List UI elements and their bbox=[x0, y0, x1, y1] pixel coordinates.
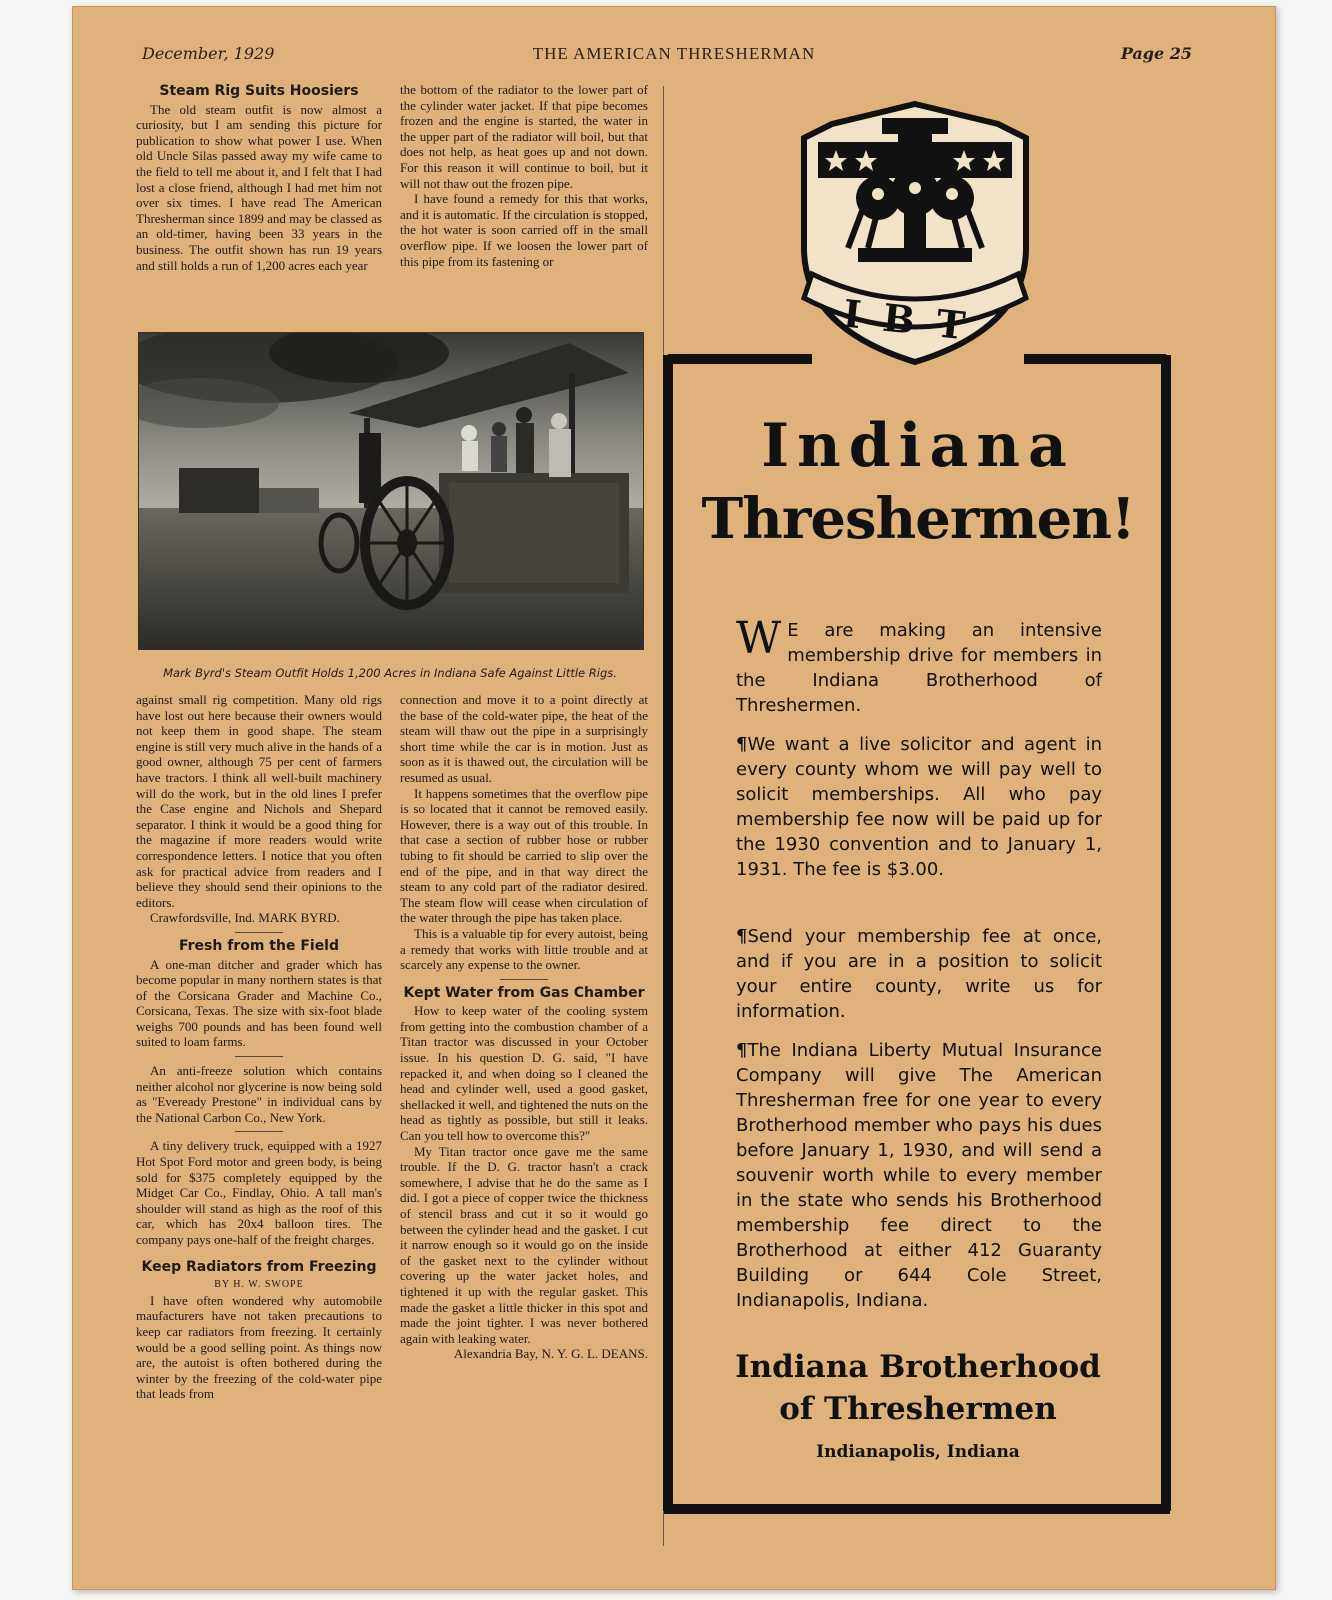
article-text: connection and move it to a point directly at the base of the cold-water pipe, the heat of the steam will thaw out the pipe in a surprisingly short time while the car is in motion. Just as soon as it is thawed out, the circulation will be resumed as usual. bbox=[400, 692, 648, 785]
ad-location: Indianapolis, Indiana bbox=[816, 1442, 1020, 1462]
ad-headline-indiana: Indiana bbox=[761, 411, 1075, 481]
article-column-1 bbox=[136, 82, 382, 273]
article-text: I have found a remedy for this that works, and it is automatic. If the circulation is stopped, the hot water is soon carried off in the small overflow pipe. If we loosen the lower part of this pipe from its fastening or bbox=[400, 191, 648, 269]
article-title-gas-chamber: Kept Water from Gas Chamber bbox=[403, 984, 645, 1001]
section-separator bbox=[500, 979, 548, 980]
ad-text: We want a live solicitor and agent in every county whom we will pay well to solicit memberships. All who pay membership fee now will be paid up for the 1930 convention and to January 1, 1931. The fee is $3.00. bbox=[736, 734, 1102, 880]
article-title-steam-rig: Steam Rig Suits Hoosiers bbox=[159, 83, 359, 99]
ad-paragraph-insurance bbox=[736, 1038, 1102, 1313]
ad-paragraph-send-fee bbox=[736, 924, 1102, 1024]
magazine-page bbox=[72, 6, 1276, 1590]
pilcrow-icon: ¶ bbox=[736, 1040, 748, 1061]
ad-headline-threshermen: Threshermen! bbox=[701, 486, 1135, 552]
page-number: Page 25 bbox=[1120, 44, 1192, 63]
article-text: I have often wondered why automobile maufacturers have not taken precautions to keep car radiators from freezing. It certainly would be a good selling point. As things now are, the autoist is often bothered during the winter by the freezing of the cold-water pipe that leads from bbox=[136, 1292, 382, 1402]
pilcrow-icon: ¶ bbox=[736, 926, 748, 947]
article-text: The old steam outfit is now almost a curiosity, but I am sending this picture for publication to show what power I use. When old Uncle Silas passed away my wife came to the field to tell me about it, and I felt that I had lost a close friend, although I had met him not over six times. I have read The American Thresherman since 1899 and may be classed as an old-timer, having been 33 years in the business. The outfit shown has run 19 years and still holds a run of 1,200 acres each year bbox=[136, 101, 382, 273]
ad-signature bbox=[668, 1346, 1168, 1430]
ad-paragraph-intro bbox=[736, 613, 1102, 718]
ad-signature-line: of Threshermen bbox=[779, 1391, 1057, 1427]
article-column-4 bbox=[400, 692, 648, 1362]
section-separator bbox=[235, 1131, 283, 1132]
ad-text: E are making an intensive membership drive for members in the Indiana Brotherhood of Threshermen. bbox=[736, 620, 1102, 716]
article-signature: Crawfordsville, Ind. MARK BYRD. bbox=[150, 910, 340, 926]
ad-signature-line: Indiana Brotherhood bbox=[735, 1349, 1101, 1385]
article-text: the bottom of the radiator to the lower part of the cylinder water jacket. If that pipe becomes frozen and the engine is started, the water in the upper part of the radiator will boil, but that does not help, as heat goes up and not down. For this reason it will continue to boil, but it will not thaw out the frozen pipe. bbox=[400, 82, 648, 191]
pilcrow-icon: ¶ bbox=[736, 734, 748, 755]
article-title-fresh-field: Fresh from the Field bbox=[178, 937, 340, 954]
issue-date: December, 1929 bbox=[142, 44, 275, 63]
article-column-2 bbox=[400, 82, 648, 269]
ad-paragraph-solicitor bbox=[736, 732, 1102, 882]
article-text: against small rig competition. Many old rigs have lost out here because their owners would not keep them in good shape. The steam engine is still very much alive in the hands of a good owner, although 75 per cent of farmers have tractors. I think all well-built machinery will do the work, but in the old lines I prefer the Case engine and Nichols and Shepard separator. I think it would be a good thing for the magazine if more readers would write correspondence letters. I notice that you often ask for practical advice from readers and I believe they should send their opinions to the editors. bbox=[136, 692, 382, 910]
article-text: My Titan tractor once gave me the same trouble. If the D. G. tractor hasn't a crack somewhere, I advise that he do the same as I did. I got a piece of copper twice the thickness of stencil brass and cut it so it would go between the cylinder head and the gasket. I cut it narrow enough so it would go on the inside of the gasket next to the cylinder without covering up the water jacket holes, and tightened it up with the regular gasket. This made the gasket a little thicker in this spot and made the joint tighter. I was never bothered again with leaking water. bbox=[400, 1143, 648, 1346]
steam-engine-photo bbox=[138, 332, 644, 650]
article-signature: Alexandria Bay, N. Y. G. L. DEANS. bbox=[453, 1346, 648, 1362]
article-text: How to keep water of the cooling system from getting into the combustion chamber of a Titan tractor was discussed in your October issue. In his question D. G. said, "I have repacked it, and when doing so I cleaned the head and cylinder well, used a good gasket, shellacked it well, and tightened the nuts on the head as tightly as possible, but still it leaks. Can you tell how to overcome this?" bbox=[400, 1003, 648, 1144]
article-title-radiators: Keep Radiators from Freezing bbox=[141, 1258, 377, 1275]
photo-caption: Mark Byrd's Steam Outfit Holds 1,200 Acres in Indiana Safe Against Little Rigs. bbox=[163, 666, 617, 680]
drop-cap: W bbox=[736, 613, 782, 664]
article-text: This is a valuable tip for every autoist, being a remedy that works with little trouble and at scarcely any expense to the owner. bbox=[400, 925, 648, 973]
badge-initials: IBT bbox=[840, 290, 990, 351]
section-separator bbox=[235, 1056, 283, 1057]
article-column-3 bbox=[136, 692, 382, 1402]
article-text: An anti-freeze solution which contains neither alcohol nor glycerine is now being sold as "Eveready Prestone" in individual cans by the National Carbon Co., New York. bbox=[136, 1063, 382, 1125]
section-separator bbox=[235, 932, 283, 933]
article-text: It happens sometimes that the overflow pipe is so located that it cannot be removed easily. However, there is a way out of this trouble. In that case a section of rubber hose or rubber tubing to fit should be carried to slip over the end of the pipe, and in that way direct the steam to any cold part of the radiator desired. The steam flow will cease when circulation of the water through the pipe has taken place. bbox=[400, 785, 648, 926]
article-text: A one-man ditcher and grader which has become popular in many northern states is that of the Corsicana Grader and Machine Co., Corsicana, Texas. The size with six-foot blade weighs 700 pounds and has been found well suited to loam farms. bbox=[136, 956, 382, 1050]
ad-text: The Indiana Liberty Mutual Insurance Company will give The American Thresherman free for one year to every Brotherhood member who pays his dues before January 1, 1930, and will send a souvenir worth while to every member in the state who sends his Brotherhood membership fee direct to the Brotherhood at either 412 Guaranty Building or 644 Cole Street, Indianapolis, Indiana. bbox=[736, 1040, 1102, 1311]
ad-text: Send your membership fee at once, and if you are in a position to solicit your entire county, write us for information. bbox=[736, 926, 1102, 1022]
article-byline: BY H. W. SWOPE bbox=[214, 1279, 304, 1291]
ibt-shield-logo bbox=[798, 98, 1032, 370]
publication-title: THE AMERICAN THRESHERMAN bbox=[532, 44, 816, 63]
article-text: A tiny delivery truck, equipped with a 1927 Hot Spot Ford motor and green body, is being sold for $375 completely equipped by the Midget Car Co., Findlay, Ohio. A tall man's shoulder will stand as high as the roof of this car, which has 20x4 balloon tires. The company pays one-half of the freight charges. bbox=[136, 1138, 382, 1247]
